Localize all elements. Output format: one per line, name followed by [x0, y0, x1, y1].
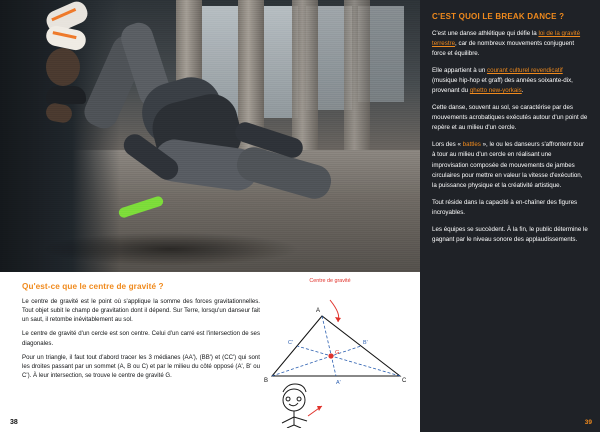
text-run: Tout réside dans la capacité à en-chaîner des figures incroyables. — [432, 198, 578, 216]
text-run: , car de nombreux mouvements conjuguent force et équilibre. — [432, 40, 575, 58]
highlighted-term: battles — [462, 141, 481, 149]
breakdancer-handstand-photo — [0, 0, 420, 272]
text-run: Elle appartient à un — [432, 67, 488, 75]
left-paragraph-3: Pour un triangle, il faut tout d'abord tracer les 3 médianes (AA'), (BB') et (CC') qui sont les droites passant par un sommet (A, B ou C) et par le milieu du côté opposé (A', B' ou C'). À leur intersection, se trouve le centre de gravité G. — [22, 353, 260, 379]
right-paragraph-1 — [432, 29, 588, 59]
left-paragraph-1: Le centre de gravité est le point où s'applique la somme des forces gravitationnelles. Tout objet subit le champ de gravitation dont il dépend. Sur Terre, lorsqu'un danseur fait un saut, il retombe inévitablement au sol. — [22, 298, 260, 324]
text-run: Lors des « — [432, 141, 463, 149]
svg-text:C': C' — [288, 340, 293, 346]
right-paragraph-4 — [432, 140, 588, 190]
text-run: Cette danse, souvent au sol, se caractérise par des mouvements acrobatiques exécutés autour d'un point de repère et au milieu d'un cercle. — [432, 104, 588, 132]
right-paragraph-5 — [432, 198, 588, 218]
svg-text:B': B' — [363, 340, 368, 346]
text-run: (musique hip-hop et graff) des années soixante-dix, provenant du — [432, 77, 573, 95]
left-heading: Qu'est-ce que le centre de gravité ? — [22, 282, 164, 291]
svg-text:A: A — [316, 308, 321, 314]
centroid-callout-label: Centre de gravité — [309, 278, 351, 284]
text-run: Les équipes se succèdent. À la fin, le public détermine le gagnant par le niveau sonore des applaudissements. — [432, 225, 588, 243]
centroid-figure — [252, 276, 410, 428]
photo-grain-overlay — [0, 0, 420, 272]
left-body-column — [22, 297, 260, 380]
svg-text:C: C — [402, 378, 407, 384]
page-number-left: 38 — [10, 419, 18, 426]
left-paragraph-2: Le centre de gravité d'un cercle est son centre. Celui d'un carré est l'intersection de ses diagonales. — [22, 330, 260, 347]
right-page — [420, 0, 600, 432]
page-number-right: 39 — [584, 419, 592, 426]
right-paragraph-6 — [432, 225, 588, 245]
svg-text:B: B — [264, 378, 269, 384]
right-paragraph-2 — [432, 66, 588, 96]
text-run: C'est une danse athlétique qui défie la — [432, 30, 539, 37]
highlighted-term: courant culturel revendicatif — [487, 67, 563, 75]
right-page-title: C'EST QUOI LE BREAK DANCE ? — [432, 12, 565, 21]
right-paragraph-3 — [432, 103, 588, 133]
highlighted-term: loi de la gravité terrestre — [432, 30, 581, 48]
svg-text:A': A' — [336, 380, 341, 386]
right-page-body — [432, 29, 588, 245]
centroid-triangle-svg — [252, 276, 410, 428]
text-run: . — [521, 87, 524, 95]
text-run: », le ou les danseurs s'affrontent tour à tour au milieu d'un cercle en réalisant une improvisation composée de mouvements de jambes circulaires pour mettre en valeur la vitesse d'exécution, la puissance physique et la créativité artistique. — [432, 141, 585, 189]
svg-text:G: G — [335, 350, 340, 356]
highlighted-term: ghetto new-yorkais — [469, 87, 522, 95]
